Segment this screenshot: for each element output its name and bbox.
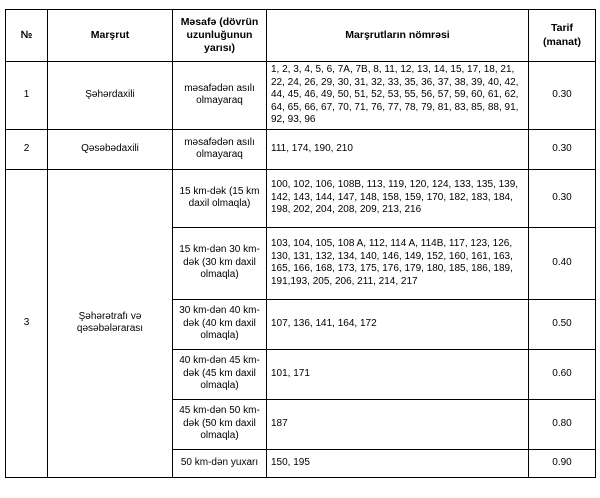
cell-route-numbers: 103, 104, 105, 108 A, 112, 114 A, 114B, 117, 123, 126, 130, 131, 132, 134, 140, 146, 149, 152, 160, 161, 163, 165, 166, 168, 173, 175, 176, 179, 180, 185, 186, 189, 191,193, 205, 206, 211, 214, 217	[267, 227, 529, 299]
table-row	[6, 62, 596, 130]
header-cell-route-numbers: Marşrutların nömrəsi	[267, 10, 529, 62]
cell-distance: məsafədən asılı olmayaraq	[173, 129, 267, 169]
cell-distance: 15 km-dək (15 km daxil olmaqla)	[173, 169, 267, 227]
cell-distance: 50 km-dən yuxarı	[173, 449, 267, 477]
header-cell-route: Marşrut	[48, 10, 173, 62]
cell-distance: məsafədən asılı olmayaraq	[173, 62, 267, 130]
cell-tariff: 0.40	[529, 227, 596, 299]
tariff-table	[5, 9, 596, 478]
cell-tariff: 0.50	[529, 299, 596, 349]
cell-route: Şəhərətrafı və qəsəbələrarası	[48, 169, 173, 477]
cell-no: 2	[6, 129, 48, 169]
cell-route-numbers: 101, 171	[267, 349, 529, 399]
cell-route-numbers: 1, 2, 3, 4, 5, 6, 7A, 7B, 8, 11, 12, 13, 14, 15, 17, 18, 21, 22, 24, 26, 29, 30, 31, 32, 33, 35, 36, 37, 38, 39, 40, 42, 44, 45, 46, 49, 50, 51, 52, 53, 55, 56, 57, 59, 60, 61, 62, 64, 65, 66, 67, 70, 71, 76, 77, 78, 79, 81, 83, 85, 88, 91, 92, 93, 96	[267, 62, 529, 130]
cell-distance: 45 km-dən 50 km-dək (50 km daxil olmaqla)	[173, 399, 267, 449]
cell-route: Şəhərdaxili	[48, 62, 173, 130]
cell-distance: 40 km-dən 45 km-dək (45 km daxil olmaqla)	[173, 349, 267, 399]
cell-tariff: 0.60	[529, 349, 596, 399]
header-cell-tariff: Tarif (manat)	[529, 10, 596, 62]
cell-distance: 30 km-dən 40 km-dək (40 km daxil olmaqla)	[173, 299, 267, 349]
cell-no: 3	[6, 169, 48, 477]
cell-route-numbers: 100, 102, 106, 108B, 113, 119, 120, 124, 133, 135, 139, 142, 143, 144, 147, 148, 158, 159, 170, 182, 183, 184, 198, 202, 204, 208, 209, 213, 216	[267, 169, 529, 227]
cell-route: Qəsəbədaxili	[48, 129, 173, 169]
table-row	[6, 129, 596, 169]
table-row	[6, 169, 596, 227]
cell-route-numbers: 107, 136, 141, 164, 172	[267, 299, 529, 349]
cell-distance: 15 km-dən 30 km-dək (30 km daxil olmaqla)	[173, 227, 267, 299]
cell-route-numbers: 111, 174, 190, 210	[267, 129, 529, 169]
header-cell-distance: Məsafə (dövrün uzunluğunun yarısı)	[173, 10, 267, 62]
table-header-row	[6, 10, 596, 62]
cell-no: 1	[6, 62, 48, 130]
cell-tariff: 0.30	[529, 129, 596, 169]
cell-tariff: 0.90	[529, 449, 596, 477]
cell-route-numbers: 150, 195	[267, 449, 529, 477]
cell-tariff: 0.30	[529, 169, 596, 227]
cell-tariff: 0.80	[529, 399, 596, 449]
cell-route-numbers: 187	[267, 399, 529, 449]
header-cell-no: №	[6, 10, 48, 62]
cell-tariff: 0.30	[529, 62, 596, 130]
